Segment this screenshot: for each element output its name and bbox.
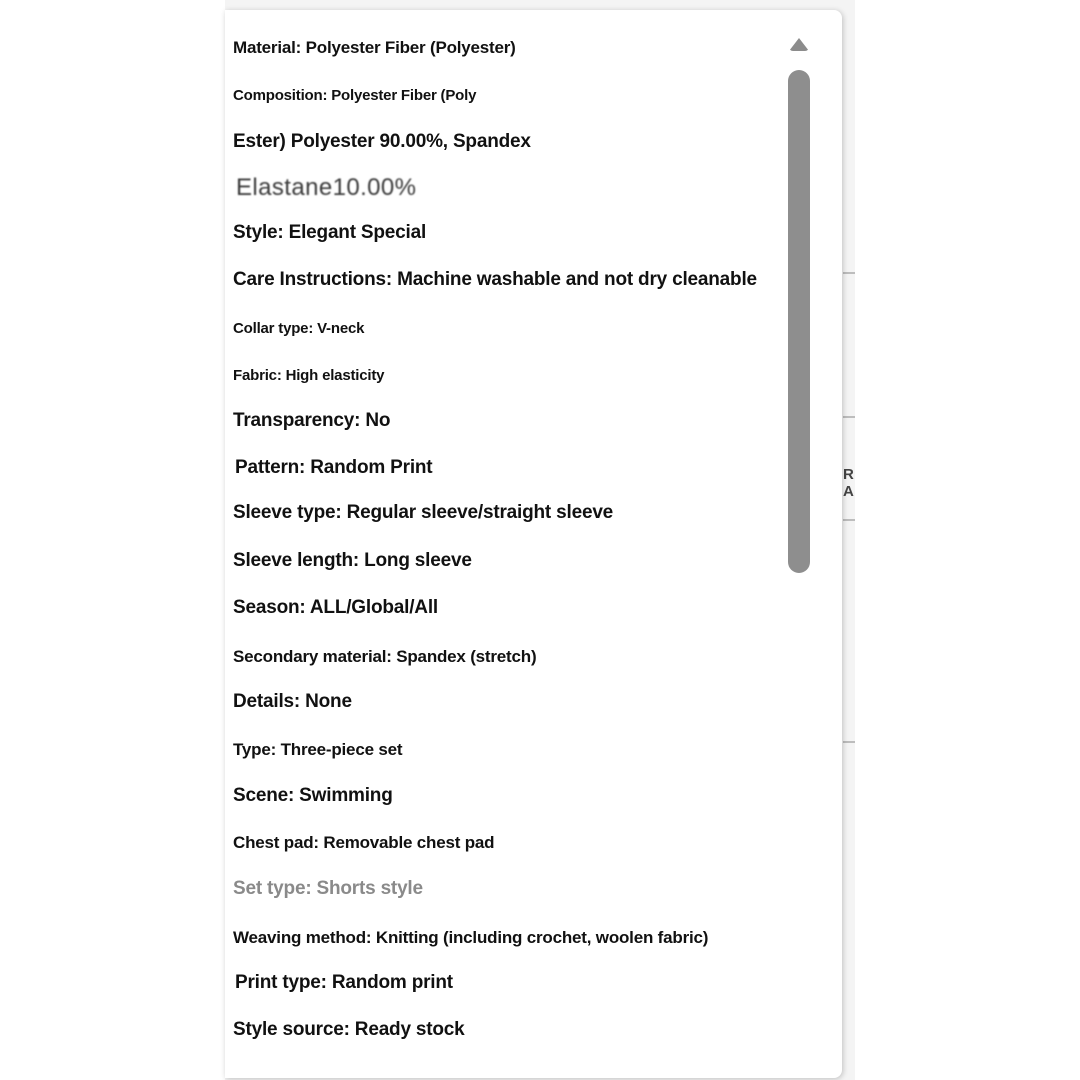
spec-item: Set type: Shorts style <box>233 878 423 899</box>
spec-item: Style source: Ready stock <box>233 1019 465 1040</box>
background-divider <box>843 741 855 743</box>
spec-item: Print type: Random print <box>235 972 453 993</box>
product-specs-popup <box>225 10 842 1078</box>
spec-item: Collar type: V-neck <box>233 320 365 337</box>
spec-item: Scene: Swimming <box>233 785 393 806</box>
spec-item: Weaving method: Knitting (including crochet, woolen fabric) <box>233 928 709 947</box>
spec-item: Ester) Polyester 90.00%, Spandex <box>233 131 531 152</box>
spec-item: Style: Elegant Special <box>233 222 427 243</box>
spec-item: Sleeve length: Long sleeve <box>233 550 472 571</box>
spec-item: Transparency: No <box>233 410 391 431</box>
spec-item: Material: Polyester Fiber (Polyester) <box>233 38 516 57</box>
spec-item: Composition: Polyester Fiber (Poly <box>233 87 477 104</box>
spec-item: Pattern: Random Print <box>235 457 433 478</box>
scroll-up-arrow-icon[interactable] <box>789 38 809 51</box>
spec-item: Season: ALL/Global/All <box>233 597 438 618</box>
background-partial-text: R A <box>843 466 854 500</box>
spec-item: Type: Three-piece set <box>233 740 403 759</box>
spec-item: Sleeve type: Regular sleeve/straight sleeve <box>233 502 614 523</box>
background-divider <box>843 272 855 274</box>
spec-item: Chest pad: Removable chest pad <box>233 833 495 852</box>
scrollbar-thumb[interactable] <box>788 70 810 573</box>
background-divider <box>843 416 855 418</box>
spec-item: Fabric: High elasticity <box>233 367 385 384</box>
spec-item: Care Instructions: Machine washable and not dry cleanable <box>233 269 757 290</box>
spec-item: Secondary material: Spandex (stretch) <box>233 647 537 666</box>
spec-item: Elastane10.00% <box>236 174 417 201</box>
spec-item: Details: None <box>233 691 352 712</box>
background-divider <box>843 519 855 521</box>
